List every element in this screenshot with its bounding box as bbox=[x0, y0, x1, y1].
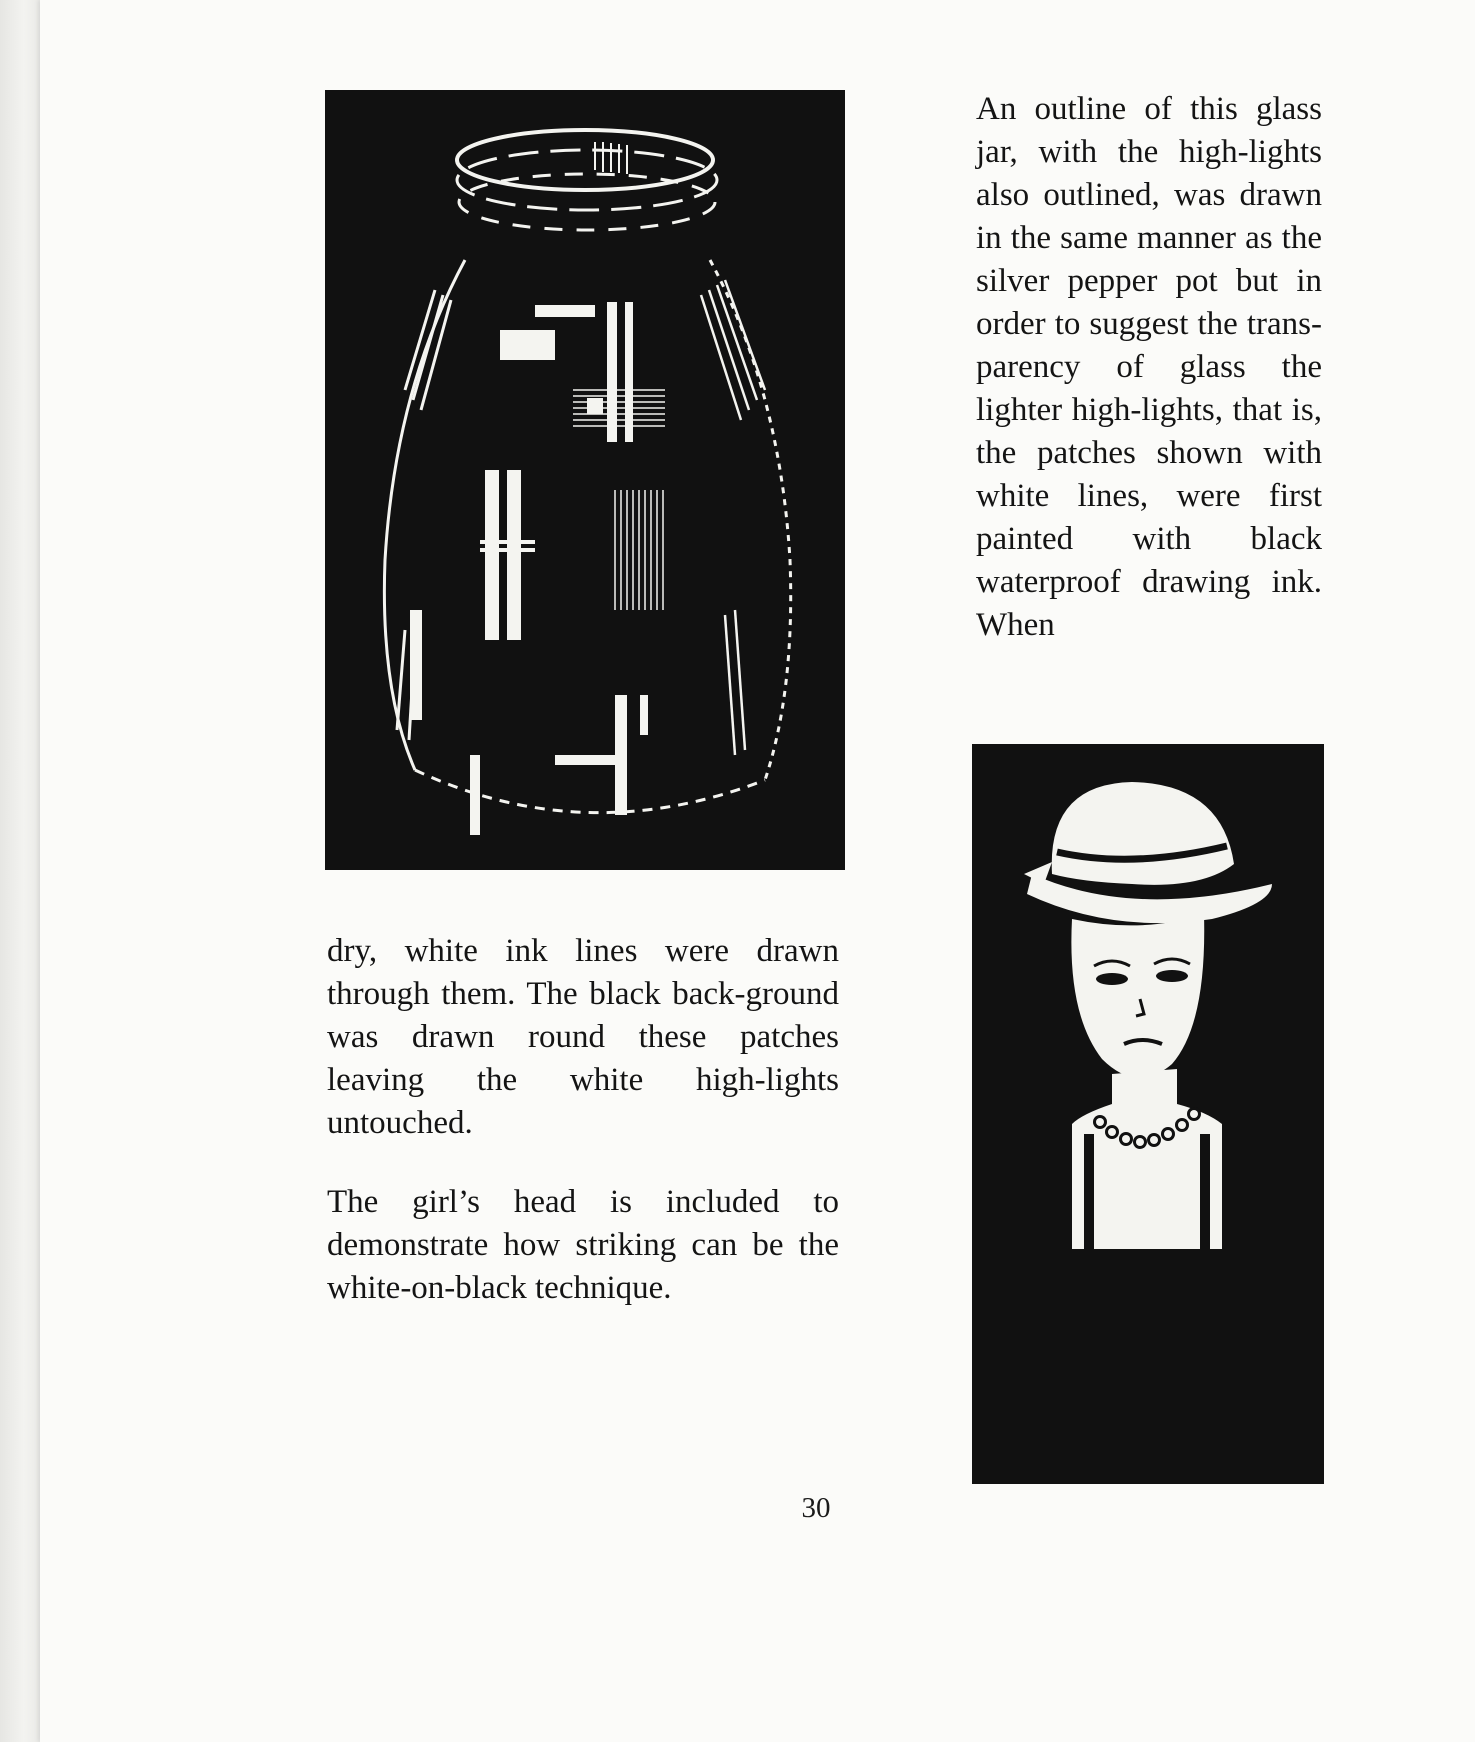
paragraph-left-text: dry, white ink lines were drawn through them. The black back-ground was drawn round these patches leaving the white high-lights untouched. bbox=[327, 933, 839, 1141]
glass-jar-illustration bbox=[325, 90, 845, 870]
page-edge bbox=[0, 0, 40, 1742]
paragraph-left bbox=[327, 930, 839, 1145]
book-page bbox=[40, 0, 1475, 1742]
paragraph-girl bbox=[327, 1181, 839, 1310]
page-number: 30 bbox=[801, 1492, 831, 1524]
paragraph-right-text: An outline of this glass jar, with the high-lights also outlined, was drawn in the same manner as the silver pepper pot but in order to suggest the trans-parency of glass the lighter high-lights, that is, the patches shown with white lines, were first painted with black waterproof drawing ink. When bbox=[976, 91, 1322, 643]
girl-head-illustration bbox=[972, 744, 1324, 1484]
paragraph-right bbox=[976, 88, 1322, 647]
paragraph-girl-text: The girl’s head is included to demonstrate how striking can be the white-on-black technique. bbox=[327, 1184, 839, 1306]
